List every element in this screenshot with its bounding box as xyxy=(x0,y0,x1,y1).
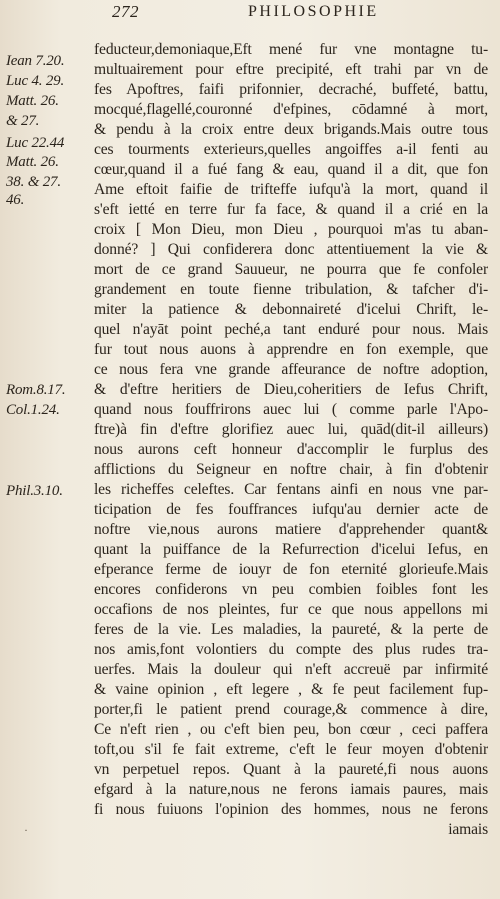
margin-note: Matt. 26. xyxy=(6,154,59,170)
margin-note: Luc 4. 29. xyxy=(6,73,65,89)
text-line: toft,ou s'il fe fait extreme, c'eft le feur moyen d'obtenir xyxy=(94,741,488,758)
margin-note: Luc 22.44 xyxy=(6,135,65,151)
text-line: efperance ferme de iouyr de fon eternité glorieufe.Mais xyxy=(94,561,488,578)
text-line: & d'eftre heritiers de Dieu,coheritiers de Iefus Chrift, xyxy=(94,381,488,398)
running-head: PHILOSOPHIE xyxy=(248,3,379,20)
text-line: mocqué,flagellé,couronné d'efpines, cōdamné à mort, xyxy=(94,101,488,118)
text-line: grandement en toute fienne tribulation, & tafcher d'i- xyxy=(94,281,488,298)
margin-note: 46. xyxy=(6,192,25,208)
text-line: donné? ] Qui confiderera donc attentiuement la vie & xyxy=(94,241,488,258)
text-line: s'eft ietté en terre fur fa face, & quand il a crié en la xyxy=(94,201,488,218)
text-line: vn perpetuel repos. Quant à la paureté,fi nous auons xyxy=(94,761,488,778)
text-line: afflictions du Seigneur en noftre chair, à fin d'obtenir xyxy=(94,461,488,478)
margin-note: 38. & 27. xyxy=(6,174,61,190)
text-line: mort de ce grand Sauueur, ne pourra que fe confoler xyxy=(94,261,488,278)
margin-note: Iean 7.20. xyxy=(6,53,65,69)
page-header xyxy=(0,2,500,24)
text-line: croix [ Mon Dieu, mon Dieu , pourquoi m'as tu aban- xyxy=(94,221,488,238)
text-line: les richeffes celeftes. Car fentans ainfi en nous vne par- xyxy=(94,481,488,498)
text-line: quant la puiffance de la Refurrection d'icelui Iefus, en xyxy=(94,541,488,558)
margin-note: Matt. 26. xyxy=(6,93,59,109)
text-line: ces tourments exterieurs,quelles angoiffes a-il fenti au xyxy=(94,141,488,158)
text-line: multuairement pour eftre precipité, eft trahi par vn de xyxy=(94,61,488,78)
text-line: feducteur,demoniaque,Eft mené fur vne montagne tu- xyxy=(94,41,488,58)
text-line: uerfes. Mais la douleur qui n'eft accreuë par infirmité xyxy=(94,661,488,678)
margin-note: Col.1.24. xyxy=(6,402,60,418)
text-line: quel n'ayāt point peché,a tant enduré pour nous. Mais xyxy=(94,321,488,338)
text-line: & pendu à la croix entre deux brigands.Mais outre tous xyxy=(94,121,488,138)
text-line: nous aurons ceft honneur d'accomplir le furplus des xyxy=(94,441,488,458)
text-line: feres de la vie. Les maladies, la paureté, & la perte de xyxy=(94,621,488,638)
margin-note: Phil.3.10. xyxy=(6,483,63,499)
text-line: fes Apoftres, faifi prifonnier, decraché, buffeté, battu, xyxy=(94,81,488,98)
text-line: nos amis,font volontiers du compte des plus rudes tra- xyxy=(94,641,488,658)
text-line: miter la patience & debonnaireté d'icelui Chrift, le- xyxy=(94,301,488,318)
text-line: Ame eftoit faifie de trifteffe iufqu'à la mort, quand il xyxy=(94,181,488,198)
text-line: ce nous fera vne grande affeurance de noftre adoption, xyxy=(94,361,488,378)
text-line: ticipation de fes fouffrances iufqu'au dernier acte de xyxy=(94,501,488,518)
text-line: fur tout nous auons à apprendre en fon exemple, que xyxy=(94,341,488,358)
margin-mark-icon: · xyxy=(24,823,28,837)
text-line: porter,fi le patient prend courage,& commence à dire, xyxy=(94,701,488,718)
margin-note: & 27. xyxy=(6,113,40,129)
text-line: quand nous fouffrirons auec lui ( comme parle l'Apo- xyxy=(94,401,488,418)
page-number: 272 xyxy=(112,2,139,21)
text-line: ftre)à fin d'eftre glorifiez auec lui, quād(dit-il ailleurs) xyxy=(94,421,488,438)
text-line: cœur,quand il a fué fang & eau, quand il a dit, que fon xyxy=(94,161,488,178)
text-line: & vaine opinion , eft legere , & fe peut facilement fup- xyxy=(94,681,488,698)
text-line: occafions de nos pleintes, fur ce que nous appellons mi xyxy=(94,601,488,618)
text-line: fi nous fuiuons l'opinion des hommes, nous ne ferons xyxy=(94,801,488,818)
text-line: encores confiderons vn peu combien foibles font les xyxy=(94,581,488,598)
text-line: Ce n'eft rien , ou c'eft bien peu, bon cœur , ceci paffera xyxy=(94,721,488,738)
text-line: efgard à la nature,nous ne ferons iamais paures, mais xyxy=(94,781,488,798)
margin-note: Rom.8.17. xyxy=(6,382,66,398)
catchword: iamais xyxy=(448,821,488,838)
text-line: noftre vie,nous aurons matiere d'apprehender quant& xyxy=(94,521,488,538)
